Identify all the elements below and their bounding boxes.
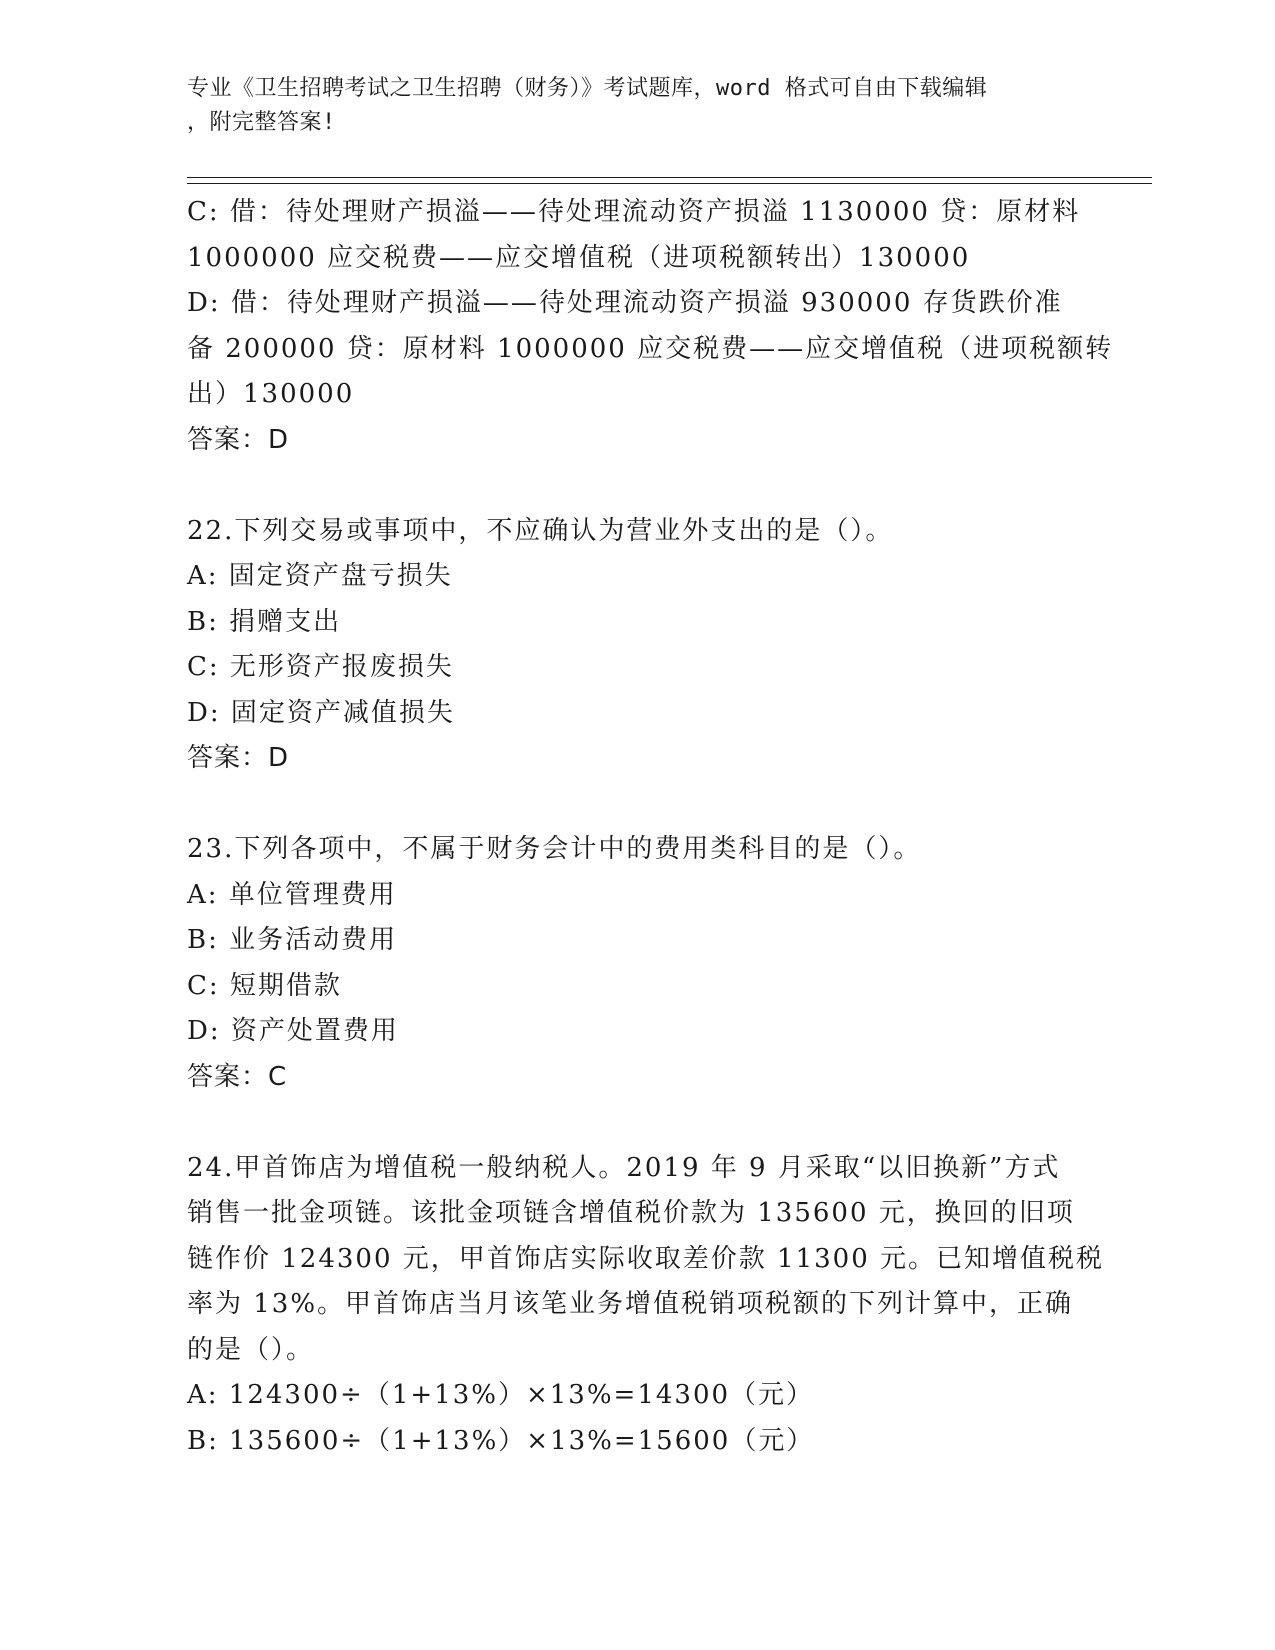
question-24: [187, 1146, 1105, 1465]
spacer: [187, 463, 1077, 509]
question-stem: 的是（）。: [187, 1334, 315, 1365]
option-b: B: 捐赠支出: [187, 606, 342, 637]
question-stem: 22.下列交易或事项中，不应确认为营业外支出的是（）。: [187, 515, 894, 546]
option-b: B: 135600÷（1+13%）×13%=15600（元）: [187, 1425, 815, 1456]
question-21-continuation: [187, 190, 1114, 463]
option-a: A: 单位管理费用: [187, 879, 397, 910]
option-c: C: 无形资产报废损失: [187, 652, 454, 682]
option-a: A: 固定资产盘亏损失: [187, 561, 453, 591]
option-d: D: 资产处置费用: [187, 1016, 399, 1046]
option-b: B: 业务活动费用: [187, 925, 398, 955]
option-line: C: 借：待处理财产损溢——待处理流动资产损溢 1130000 贷：原材料: [187, 197, 1081, 227]
question-stem: 链作价 124300 元，甲首饰店实际收取差价款 11300 元。已知增值税税: [187, 1243, 1105, 1274]
spacer: [187, 782, 1077, 828]
option-d: D: 固定资产减值损失: [187, 697, 455, 728]
header-double-rule: [187, 177, 1152, 184]
document-header: [187, 72, 1077, 140]
header-line-1: 专业《卫生招聘考试之卫生招聘（财务）》考试题库，word 格式可自由下载编辑: [187, 76, 988, 101]
option-a: A: 124300÷（1+13%）×13%=14300（元）: [187, 1380, 815, 1410]
option-c: C: 短期借款: [187, 970, 342, 1001]
question-22: [187, 509, 1077, 782]
option-line: D: 借：待处理财产损溢——待处理流动资产损溢 930000 存货跌价准: [187, 288, 1063, 318]
option-line: 备 200000 贷：原材料 1000000 应交税费——应交增值税（进项税额转: [187, 333, 1114, 364]
answer-line: 答案：C: [187, 1061, 288, 1092]
header-line-2: ，附完整答案!: [187, 110, 336, 135]
question-stem: 24.甲首饰店为增值税一般纳税人。2019 年 9 月采取“以旧换新”方式: [187, 1152, 1061, 1183]
question-23: [187, 827, 1077, 1100]
question-stem: 率为 13%。甲首饰店当月该笔业务增值税销项税额的下列计算中，正确: [187, 1289, 1074, 1319]
option-line: 1000000 应交税费——应交增值税（进项税额转出）130000: [187, 242, 971, 273]
spacer: [187, 1100, 1077, 1146]
question-stem: 销售一批金项链。该批金项链含增值税价款为 135600 元，换回的旧项: [187, 1198, 1075, 1228]
answer-line: 答案：D: [187, 424, 290, 455]
question-stem: 23.下列各项中，不属于财务会计中的费用类科目的是（）。: [187, 834, 922, 864]
document-body: [187, 190, 1114, 1464]
option-line: 出）130000: [187, 379, 355, 409]
answer-line: 答案：D: [187, 743, 290, 773]
